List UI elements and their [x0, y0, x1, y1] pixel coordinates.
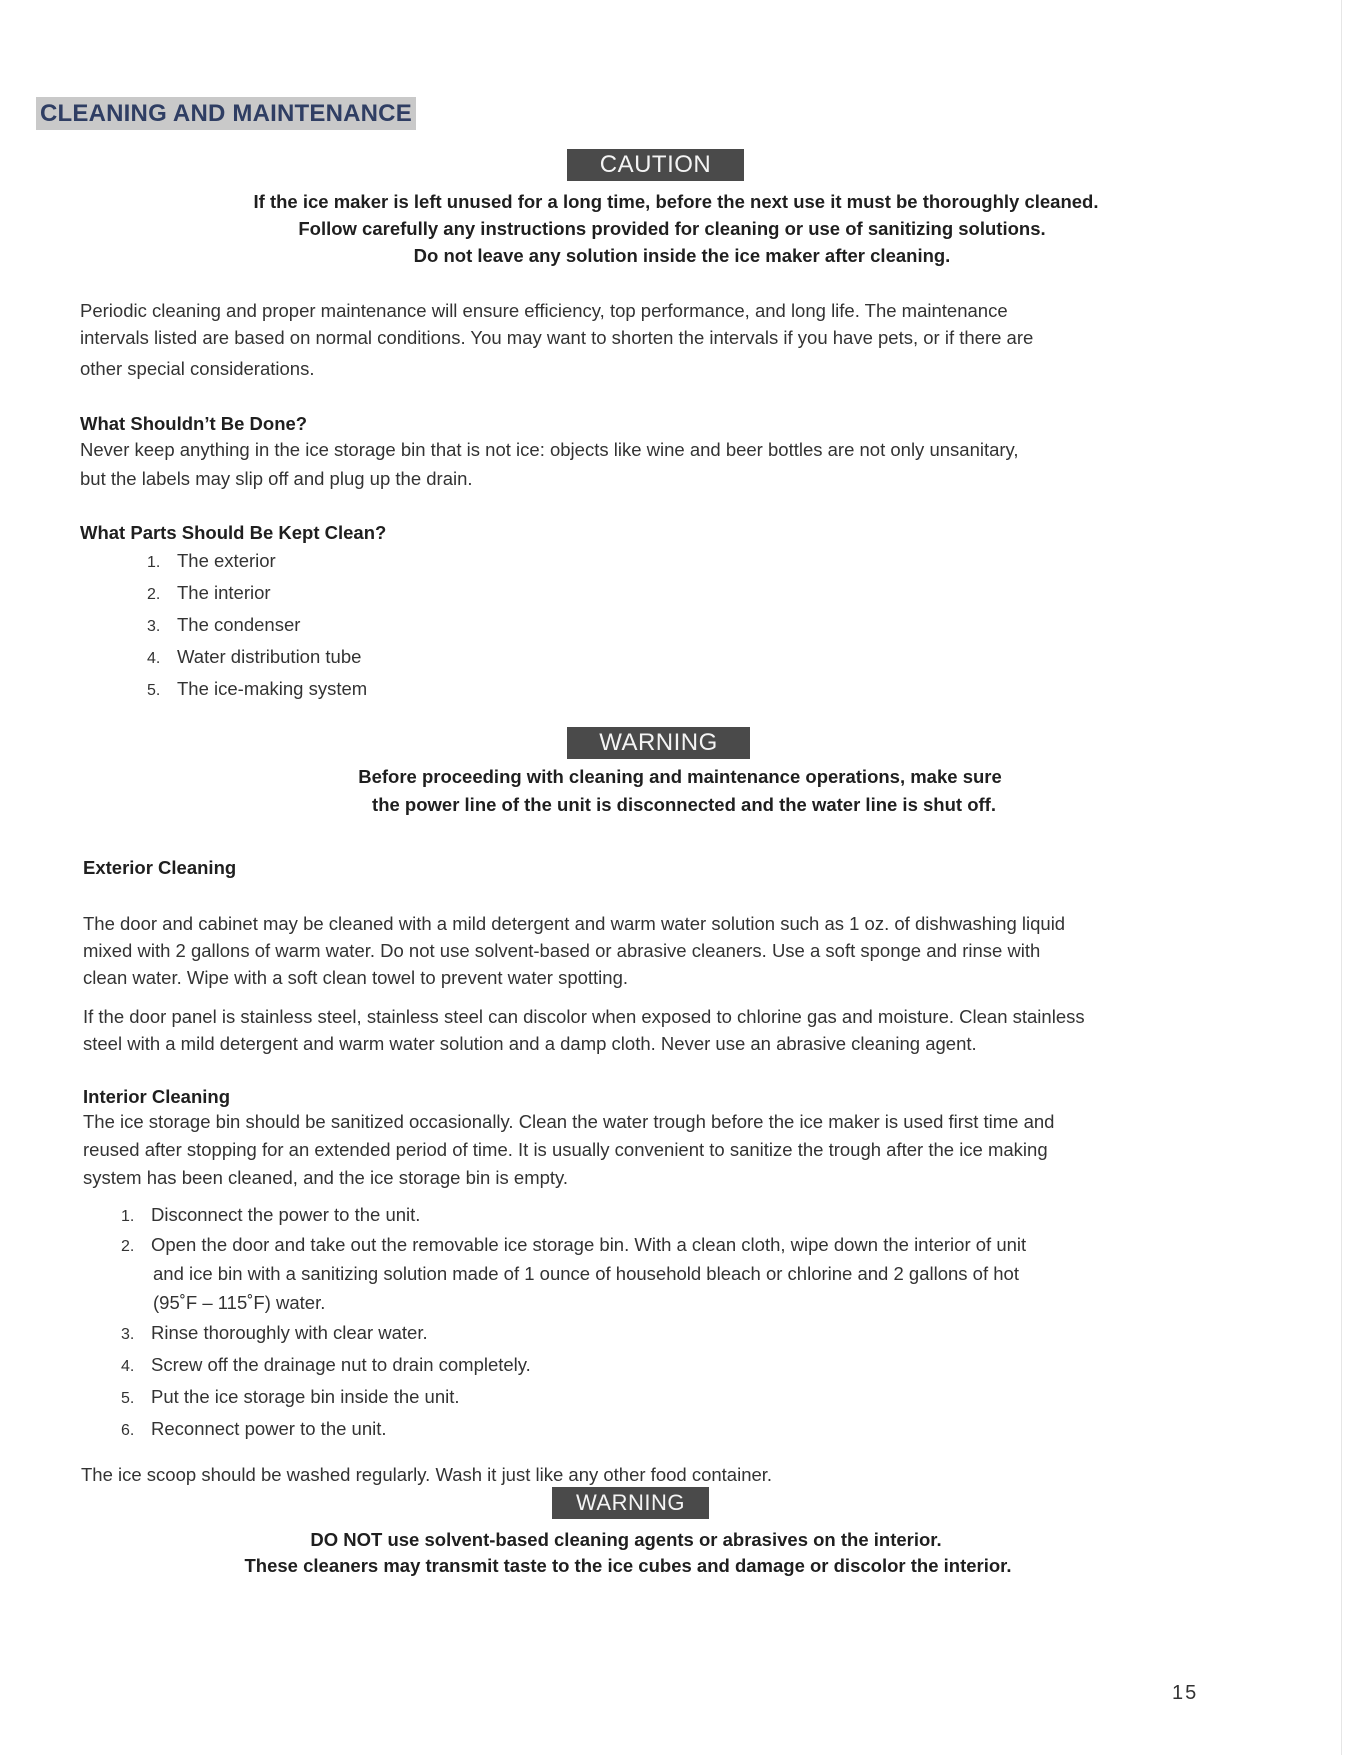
list-text: The interior [177, 582, 271, 603]
warning-label-2: WARNING [552, 1487, 709, 1519]
caution-line-1: If the ice maker is left unused for a long time, before the next use it must be thoroughly cleaned. [253, 191, 1099, 212]
step-continuation: (95˚F – 115˚F) water. [153, 1292, 326, 1313]
list-number: 1. [147, 554, 161, 571]
step-item [121, 1414, 387, 1445]
list-number: 4. [147, 650, 161, 667]
list-item [147, 547, 276, 576]
list-item [147, 643, 361, 672]
step-text: Put the ice storage bin inside the unit. [151, 1386, 460, 1407]
step-text: Open the door and take out the removable ice storage bin. With a clean cloth, wipe down the interior of unit [151, 1234, 1027, 1255]
step-text: Rinse thoroughly with clear water. [151, 1322, 428, 1343]
list-number: 5. [147, 682, 161, 699]
shouldnt-heading: What Shouldn’t Be Done? [80, 413, 308, 434]
list-item [147, 675, 367, 704]
caution-line-2: Follow carefully any instructions provided for cleaning or use of sanitizing solutions. [298, 218, 1046, 239]
step-item [121, 1318, 428, 1349]
list-text: Water distribution tube [177, 646, 362, 667]
step-number: 3. [121, 1326, 135, 1343]
step-text: Screw off the drainage nut to drain completely. [151, 1354, 531, 1375]
warning-line-2: the power line of the unit is disconnected and the water line is shut off. [372, 794, 996, 815]
scan-edge [1341, 0, 1342, 1755]
step-item [121, 1230, 1026, 1261]
step-text: Disconnect the power to the unit. [151, 1204, 421, 1225]
caution-label: CAUTION [567, 149, 744, 181]
page-number: 15 [1172, 1682, 1199, 1704]
step-item [121, 1350, 531, 1381]
interior-line-1: The ice storage bin should be sanitized occasionally. Clean the water trough before the ice maker is used first time and [83, 1111, 1055, 1132]
intro-line-3: other special considerations. [80, 358, 315, 379]
step-continuation: and ice bin with a sanitizing solution made of 1 ounce of household bleach or chlorine and 2 gallons of hot [153, 1263, 1019, 1284]
step-item [121, 1200, 420, 1231]
warning2-line-1: DO NOT use solvent-based cleaning agents or abrasives on the interior. [310, 1529, 942, 1550]
exterior-para1-line-2: mixed with 2 gallons of warm water. Do not use solvent-based or abrasive cleaners. Use a soft sponge and rinse with [83, 940, 1041, 961]
caution-line-3: Do not leave any solution inside the ice maker after cleaning. [413, 245, 951, 266]
step-number: 5. [121, 1390, 135, 1407]
list-number: 3. [147, 618, 161, 635]
exterior-para1-line-1: The door and cabinet may be cleaned with a mild detergent and warm water solution such as 1 oz. of dishwashing liquid [83, 913, 1066, 934]
warning-line-1: Before proceeding with cleaning and maintenance operations, make sure [358, 766, 1002, 787]
interior-heading: Interior Cleaning [83, 1086, 230, 1107]
warning2-line-2: These cleaners may transmit taste to the ice cubes and damage or discolor the interior. [244, 1555, 1012, 1576]
exterior-para2-line-1: If the door panel is stainless steel, stainless steel can discolor when exposed to chlorine gas and moisture. Clean stainless [83, 1006, 1085, 1027]
interior-line-2: reused after stopping for an extended period of time. It is usually convenient to sanitize the trough after the ice making [83, 1139, 1048, 1160]
step-number: 6. [121, 1422, 135, 1439]
exterior-para2-line-2: steel with a mild detergent and warm water solution and a damp cloth. Never use an abrasive cleaning agent. [83, 1033, 977, 1054]
section-title: CLEANING AND MAINTENANCE [36, 97, 416, 130]
scoop-text: The ice scoop should be washed regularly. Wash it just like any other food container. [81, 1464, 773, 1485]
intro-line-2: intervals listed are based on normal conditions. You may want to shorten the intervals if you have pets, or if there are [80, 327, 1034, 348]
list-item [147, 579, 271, 608]
exterior-heading: Exterior Cleaning [83, 857, 237, 878]
intro-line-1: Periodic cleaning and proper maintenance will ensure efficiency, top performance, and long life. The maintenance [80, 300, 1008, 321]
list-text: The condenser [177, 614, 301, 635]
exterior-para1-line-3: clean water. Wipe with a soft clean towel to prevent water spotting. [83, 967, 629, 988]
warning-label: WARNING [567, 727, 750, 759]
step-number: 2. [121, 1238, 135, 1255]
shouldnt-line-1: Never keep anything in the ice storage bin that is not ice: objects like wine and beer bottles are not only unsanitary, [80, 439, 1019, 460]
list-text: The exterior [177, 550, 276, 571]
shouldnt-line-2: but the labels may slip off and plug up the drain. [80, 468, 473, 489]
list-item [147, 611, 300, 640]
step-number: 4. [121, 1358, 135, 1375]
step-number: 1. [121, 1208, 135, 1225]
list-text: The ice-making system [177, 678, 368, 699]
parts-heading: What Parts Should Be Kept Clean? [80, 522, 387, 543]
step-item [121, 1382, 460, 1413]
step-text: Reconnect power to the unit. [151, 1418, 387, 1439]
interior-line-3: system has been cleaned, and the ice storage bin is empty. [83, 1167, 569, 1188]
list-number: 2. [147, 586, 161, 603]
